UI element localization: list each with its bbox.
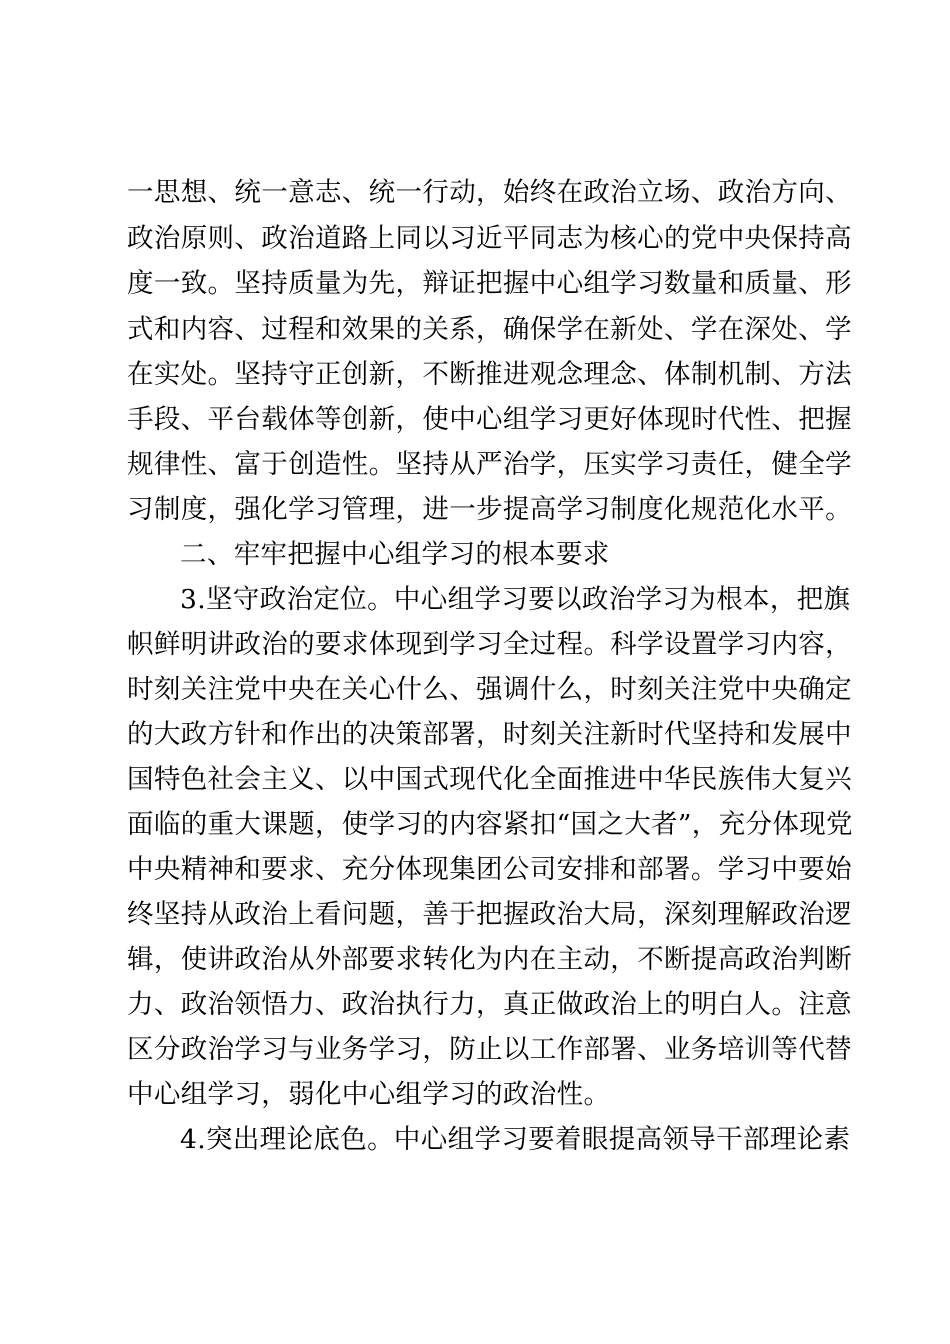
body-text-line: 习制度，强化学习管理，进一步提高学习制度化规范化水平。 [127,494,852,525]
body-text-line: 中心组学习，弱化中心组学习的政治性。 [127,1079,611,1110]
body-text-line: 度一致。坚持质量为先，辩证把握中心组学习数量和质量、形 [127,268,852,299]
body-text-line: 力、政治领悟力、政治执行力，真正做政治上的明白人。注意 [127,989,852,1020]
body-text-line: 式和内容、过程和效果的关系，确保学在新处、学在深处、学 [127,314,852,345]
body-text-line: 区分政治学习与业务学习，防止以工作部署、业务培训等代替 [127,1034,852,1065]
body-text-line: 在实处。坚持守正创新，不断推进观念理念、体制机制、方法 [127,359,852,390]
body-text-line: 面临的重大课题，使学习的内容紧扣“国之大者”，充分体现党 [127,809,853,840]
body-text-line: 手段、平台载体等创新，使中心组学习更好体现时代性、把握 [127,404,852,435]
section-heading: 二、牢牢把握中心组学习的根本要求 [180,539,610,570]
paragraph-heading-line: 3.坚守政治定位。中心组学习要以政治学习为根本，把旗 [180,584,851,615]
body-text-line: 辑，使讲政治从外部要求转化为内在主动，不断提高政治判断 [127,944,852,975]
body-text-line: 政治原则、政治道路上同以习近平同志为核心的党中央保持高 [127,223,852,254]
body-text-line: 一思想、统一意志、统一行动，始终在政治立场、政治方向、 [127,177,852,208]
body-text-line: 帜鲜明讲政治的要求体现到学习全过程。科学设置学习内容， [127,629,852,660]
body-text-line: 终坚持从政治上看问题，善于把握政治大局，深刻理解政治逻 [127,899,852,930]
paragraph-heading-line: 4.突出理论底色。中心组学习要着眼提高领导干部理论素 [180,1124,851,1155]
body-text-line: 规律性、富于创造性。坚持从严治学，压实学习责任，健全学 [127,449,852,480]
body-text-line: 的大政方针和作出的决策部署，时刻关注新时代坚持和发展中 [127,719,852,750]
body-text-line: 国特色社会主义、以中国式现代化全面推进中华民族伟大复兴 [127,764,852,795]
body-text-line: 中央精神和要求、充分体现集团公司安排和部署。学习中要始 [127,854,852,885]
body-text-line: 时刻关注党中央在关心什么、强调什么，时刻关注党中央确定 [127,674,852,705]
